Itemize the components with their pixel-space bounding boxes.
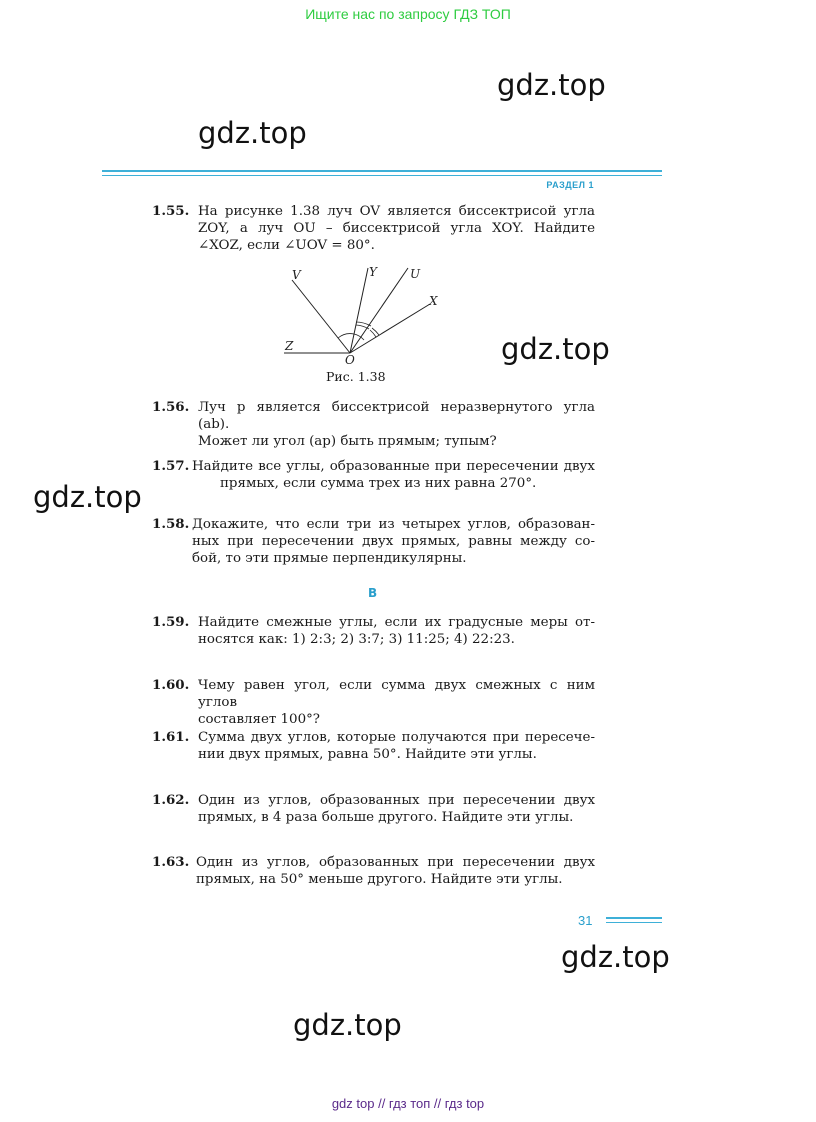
- problem-line: прямых, если сумма трех из них равна 270°.: [220, 476, 537, 491]
- problem-line: На рисунке 1.38 луч OV является биссектрисой угла: [198, 204, 595, 219]
- problem-1-58: [152, 516, 595, 567]
- problem-1-59: [152, 614, 595, 648]
- label-o: O: [345, 353, 355, 367]
- ray-ox: [350, 304, 430, 353]
- problem-line: прямых, на 50° меньше другого. Найдите эти углы.: [196, 872, 563, 887]
- problem-number: 1.63.: [152, 854, 190, 870]
- figure-caption: Рис. 1.38: [326, 369, 386, 384]
- problem-1-56: [152, 399, 595, 450]
- label-y: Y: [369, 265, 377, 279]
- problem-line: Найдите смежные углы, если их градусные меры от-: [198, 615, 595, 630]
- label-z: Z: [285, 339, 294, 353]
- problem-line: Найдите все углы, образованные при пересечении двух: [192, 459, 595, 474]
- problem-line: Докажите, что если три из четырех углов, образован-: [192, 517, 595, 532]
- problem-1-57: [152, 458, 595, 492]
- footer-rule-top: [606, 917, 662, 919]
- watermark-6: gdz.top: [293, 1008, 402, 1042]
- problem-number: 1.58.: [152, 516, 190, 532]
- problem-1-63: [152, 854, 595, 888]
- problem-number: 1.55.: [152, 203, 190, 219]
- problem-number: 1.56.: [152, 399, 190, 415]
- problem-1-62: [152, 792, 595, 826]
- problem-line: ZOY, а луч OU – биссектрисой угла XOY. Найдите: [198, 221, 595, 236]
- problem-line: Один из углов, образованных при пересечении двух: [196, 855, 595, 870]
- watermark-1: gdz.top: [497, 68, 606, 102]
- page-number: 31: [578, 913, 593, 928]
- top-search-link[interactable]: Ищите нас по запросу ГДЗ ТОП: [305, 6, 511, 22]
- problem-number: 1.59.: [152, 614, 190, 630]
- problem-line: прямых, в 4 раза больше другого. Найдите эти углы.: [198, 810, 574, 825]
- label-v: V: [292, 268, 301, 282]
- figure-1-38: [280, 262, 450, 368]
- header-rule-top: [102, 170, 662, 172]
- problem-number: 1.61.: [152, 729, 190, 745]
- watermark-2: gdz.top: [198, 116, 307, 150]
- problem-number: 1.62.: [152, 792, 190, 808]
- problem-line: ных при пересечении двух прямых, равны между со-: [192, 534, 595, 549]
- problem-number: 1.60.: [152, 677, 190, 693]
- bottom-links[interactable]: gdz top // гдз топ // гдз top: [331, 1096, 485, 1111]
- problem-line: бой, то эти прямые перпендикулярны.: [192, 551, 467, 566]
- problem-1-55: [152, 203, 595, 254]
- problem-line: носятся как: 1) 2:3; 2) 3:7; 3) 11:25; 4) 22:23.: [198, 632, 515, 647]
- watermark-3: gdz.top: [501, 332, 610, 366]
- problem-line: нии двух прямых, равна 50°. Найдите эти углы.: [198, 747, 537, 762]
- problem-line: Сумма двух углов, которые получаются при пересече-: [198, 730, 595, 745]
- problem-1-60: [152, 677, 595, 728]
- problem-line: Луч p является биссектрисой неразвернутого угла (ab).: [198, 400, 595, 432]
- footer-rule-bottom: [606, 922, 662, 923]
- watermark-4: gdz.top: [33, 480, 142, 514]
- problem-number: 1.57.: [152, 458, 190, 474]
- problem-line: Чему равен угол, если сумма двух смежных с ним углов: [198, 678, 595, 710]
- problem-line: Один из углов, образованных при пересечении двух: [198, 793, 595, 808]
- angle-arc-uox-2: [372, 328, 379, 335]
- problem-line: составляет 100°?: [198, 712, 320, 727]
- problem-line: ∠XOZ, если ∠UOV = 80°.: [198, 238, 375, 253]
- section-label: РАЗДЕЛ 1: [546, 180, 594, 190]
- label-u: U: [410, 267, 421, 281]
- ray-ov: [292, 280, 350, 353]
- angle-arc-zov: [338, 334, 354, 338]
- problem-line: Может ли угол (ap) быть прямым; тупым?: [198, 434, 497, 449]
- problem-1-61: [152, 729, 595, 763]
- label-x: X: [429, 294, 438, 308]
- watermark-5: gdz.top: [561, 940, 670, 974]
- section-b-heading: В: [368, 586, 378, 600]
- header-rule-bottom: [102, 175, 662, 176]
